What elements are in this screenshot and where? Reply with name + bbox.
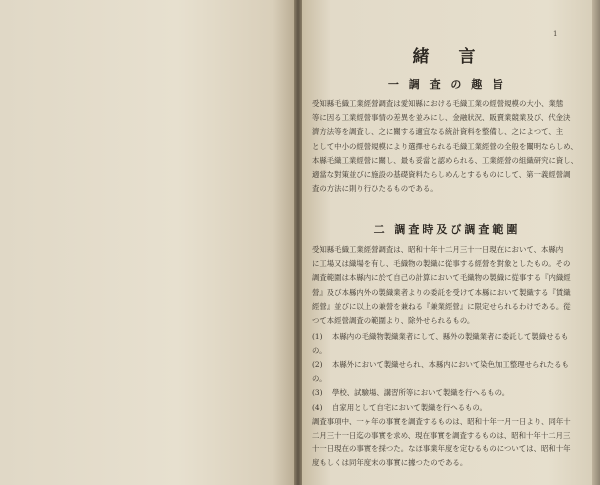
page-title: 緒 言	[412, 47, 482, 67]
section-heading-purpose: 一 調 査 の 趣 旨	[387, 78, 507, 91]
left-page-blank	[0, 0, 296, 485]
scope-item: (2) 本縣外において製織せられ、本縣内において染色加工整理せられたるも の。	[312, 360, 569, 384]
scope-item: (1) 本縣内の毛織物製織業者にして、縣外の製織業者に委託して製織せるも の。	[312, 332, 569, 356]
section-paragraph-purpose: 受知縣毛織工業經營調査は愛知縣における毛織工業の經營規模の大小、業態 等に因る工業經營事情の差異を並みにし、金融狀況、販賣業競業及び、代金決 濟方法等を調査し、之に關する適宜なる統計資料を整備し、之によつて、主 として中小の經營規模により選擇せられる毛織工業經營の全般を闡明ならしめ、 本縣毛織工業經營に關し、最も妥當と認められる、工業經營の組織研究に資し、 適當な對策並びに施設の基礎資料たらしめんとするものにして、第一義經營調 査の方法に則り行ひたるものである。	[312, 99, 579, 194]
page-edge	[592, 0, 600, 485]
page-number: 1	[553, 30, 558, 38]
section-heading-scope: 二 調査時及び調査範圍	[373, 223, 521, 236]
scope-item: (4) 自家用として自宅において製織を行へるもの。	[312, 403, 487, 412]
section-closing-paragraph: 調査事項中、一ヶ年の事實を調査するものは、昭和十年一月一日より、同年十 二月三十一日迄の事實を求め、現在事實を調査するものは、昭和十年十二月三 十一日現在の事實を採つた。なほ事業年度を定むるものについては、昭和十年 度もしくは同年度末の事實に據つたのである。	[312, 417, 571, 467]
scope-item: (3) 學校、試驗場、講習所等において製織を行へるもの。	[312, 388, 510, 397]
section-paragraph-scope: 受知縣毛織工業經營調査は、昭和十年十二月三十一日現在において、本縣内 に工場又は織場を有し、毛織物の製織に從事する經營を對象としたもの。その 調査範圍は本縣内に於て自己の計算において毛織物の製織に從事する『内織經 營』及び本縣内外の製織業者よりの委託を受けて本縣において製織する『賃織 經營』並びに以上の兼營を兼ねる『兼業經營』に限定せられるわけである。從 つて本經營調査の範圍より、除外せられるもの。	[312, 245, 571, 326]
book-gutter	[294, 0, 302, 485]
